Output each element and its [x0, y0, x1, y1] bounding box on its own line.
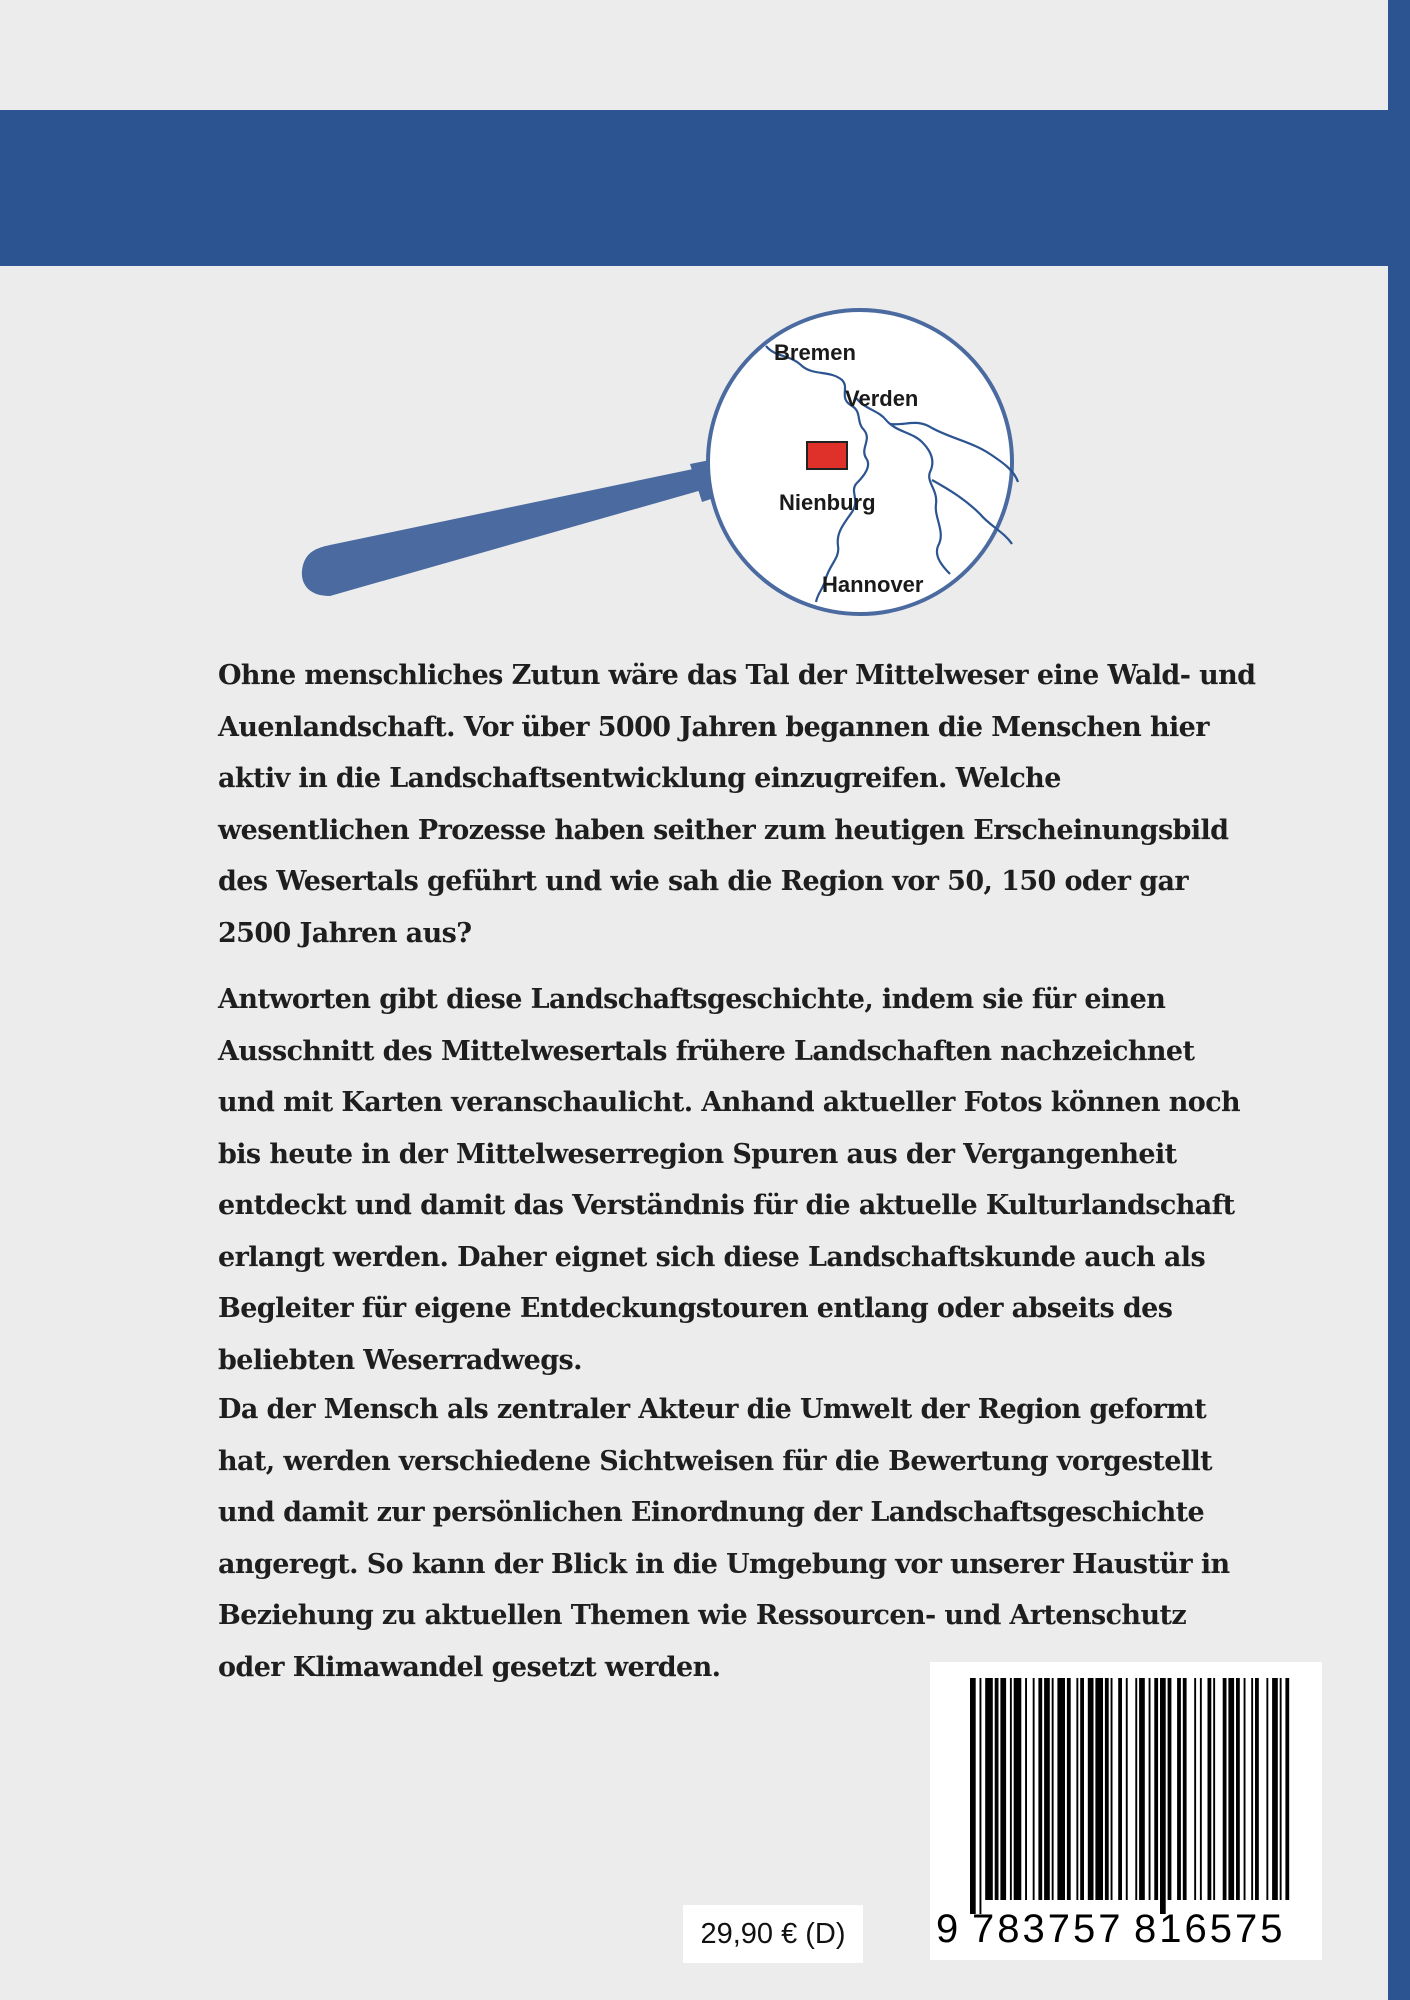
barcode-bar: [1135, 1678, 1137, 1900]
barcode-bar: [1067, 1678, 1071, 1900]
barcode-bar: [985, 1678, 993, 1900]
barcode-bar: [1025, 1678, 1027, 1900]
barcode-bar: [980, 1678, 982, 1914]
blurb-text-1: Ohne menschliches Zutun wäre das Tal der Mittelweser eine Wald- und Auenlandschaft. Vor über 5000 Jahren begannen die Menschen hier aktiv in die Landschaftsentwicklung einzugreifen. Welche wesentlichen Prozesse haben seither zum heutigen Erscheinungsbild des Wesertals geführt und wie sah die Region vor 50, 150 oder gar 2500 Jahren aus?: [218, 660, 1256, 949]
magnifier-handle: [302, 468, 702, 596]
map-label-nienburg: Nienburg: [779, 490, 876, 515]
blurb-text-2: Antworten gibt diese Landschaftsgeschichte, indem sie für einen Ausschnitt des Mittelwesertals frühere Landschaften nachzeichnet und mit Karten veranschaulicht. Anhand aktueller Fotos können noch bis heute in der Mittelweserregion Spuren aus der Vergangenheit entdeckt und damit das Verständnis für die aktuelle Kulturlandschaft erlangt werden. Daher eignet sich diese Landschaftskunde auch als Begleiter für eigene Entdeckungstouren entlang oder abseits des beliebten Weserradwegs.: [218, 984, 1241, 1376]
barcode-bar: [1168, 1678, 1172, 1900]
isbn-group-2: 816575: [1134, 1907, 1286, 1951]
barcode-bar: [995, 1678, 999, 1900]
blurb-paragraph-1: [218, 650, 1258, 959]
barcode-bar: [1154, 1678, 1158, 1900]
header-band: [0, 110, 1388, 266]
magnifier-lens: [708, 310, 1012, 614]
barcode-bar: [1080, 1678, 1084, 1900]
barcode-bar: [1095, 1678, 1103, 1900]
barcode-bar: [1228, 1678, 1234, 1900]
barcode-bar: [1033, 1678, 1035, 1900]
barcode-bar: [1272, 1678, 1278, 1900]
barcode-bar: [1183, 1678, 1187, 1900]
map-label-bremen: Bremen: [774, 340, 856, 365]
blurb-paragraph-2: [218, 974, 1258, 1386]
nienburg-marker: [807, 442, 847, 469]
barcode-bar: [1255, 1678, 1259, 1900]
barcode-bar: [1208, 1678, 1212, 1900]
barcode-bar: [1177, 1678, 1181, 1900]
magnifier-map-graphic: [290, 300, 1030, 630]
barcode-bar: [1014, 1678, 1022, 1900]
barcode-bar: [1200, 1678, 1202, 1900]
barcode-bar: [1160, 1678, 1166, 1914]
barcode-bar: [1280, 1678, 1282, 1900]
barcode-bar: [1236, 1678, 1240, 1900]
barcode-bar: [1223, 1678, 1227, 1900]
barcode-bar: [1285, 1678, 1289, 1900]
isbn-lead-digit: 9: [936, 1907, 959, 1951]
isbn-digits: [930, 1902, 1322, 1954]
barcode-bar: [1105, 1678, 1109, 1900]
blurb-text-3: Da der Mensch als zentraler Akteur die Umwelt der Region geformt hat, werden verschiedene Sichtweisen für die Bewertung vorgestellt und damit zur persönlichen Einordnung der Landschaftsgeschichte angeregt. So kann der Blick in die Umgebung vor unserer Haustür in Beziehung zu aktuellen Themen wie Ressourcen- und Artenschutz oder Klimawandel gesetzt werden.: [218, 1394, 1230, 1683]
barcode-bar: [1038, 1678, 1042, 1900]
barcode-bar: [1149, 1678, 1151, 1900]
spine-edge: [1388, 0, 1410, 2000]
barcode-bar: [1076, 1678, 1078, 1900]
barcode-bar: [1139, 1678, 1145, 1900]
barcode-bar: [1244, 1678, 1246, 1900]
barcode-bar: [1213, 1678, 1215, 1900]
barcode-bar: [1194, 1678, 1196, 1900]
barcode-bar: [970, 1678, 976, 1914]
barcode-bar: [1251, 1678, 1253, 1900]
isbn-group-1: 783757: [972, 1907, 1124, 1951]
barcode-bar: [1052, 1678, 1054, 1900]
map-label-verden: Verden: [845, 386, 919, 411]
barcode-bar: [1057, 1678, 1065, 1900]
barcode-bar: [1126, 1678, 1128, 1900]
barcode-bar: [1118, 1678, 1122, 1900]
barcode-bar: [1111, 1678, 1113, 1900]
price-label: 29,90 € (D): [683, 1905, 863, 1963]
barcode-bar: [1010, 1678, 1012, 1900]
blurb-paragraph-3: [218, 1384, 1258, 1693]
barcode-bar: [1000, 1678, 1006, 1900]
barcode-bar: [1044, 1678, 1050, 1900]
barcode-bar: [1088, 1678, 1094, 1900]
map-label-hannover: Hannover: [822, 572, 924, 597]
isbn-barcode: [930, 1662, 1322, 1960]
barcode-bar: [1266, 1678, 1268, 1900]
